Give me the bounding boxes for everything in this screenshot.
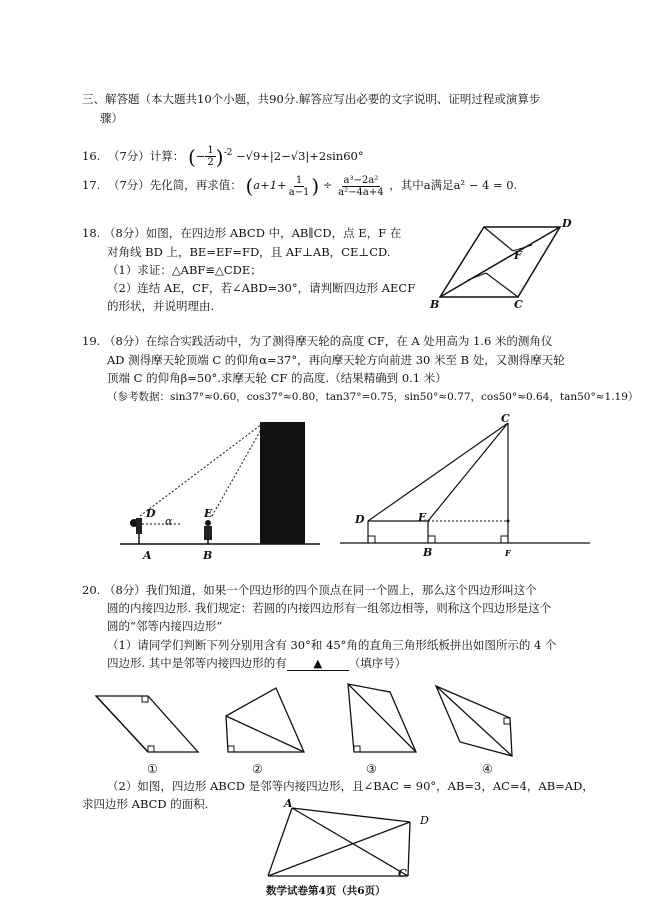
quad-1 — [96, 696, 198, 752]
q18-label-B: B — [430, 298, 440, 311]
question-19-line2: AD 测得摩天轮顶端 C 的仰角α=37°，再向摩天轮方向前进 30 米至 B 处，又测得摩天轮 — [107, 353, 565, 367]
fig-number-2: ② — [252, 762, 263, 776]
question-20-line3: 圆的“邻等内接四边形” — [107, 619, 223, 633]
q20-quadrilaterals — [90, 680, 570, 765]
q17-f2-den: a²−4a+4 — [338, 186, 384, 198]
q19-geometry-figure — [340, 412, 590, 550]
q16-frac-num: 1 — [207, 145, 214, 157]
q19-photo-figure — [120, 420, 320, 550]
q17-prompt: （7分）先化简，再求值： — [107, 178, 242, 192]
q17-number: 17. — [82, 178, 101, 192]
question-19-line3: 顶端 C 的仰角β=50°.求摩天轮 CF 的高度.（结果精确到 0.1 米） — [107, 371, 447, 385]
q18-figure — [430, 215, 580, 315]
q19-right-label-C: C — [501, 412, 510, 425]
question-20-part2: （2）如图，四边形 ABCD 是邻等内接四边形，且∠BAC = 90°，AB=3，AC=4，AB=AD， — [107, 779, 594, 793]
quad-3 — [348, 684, 416, 752]
q20-cyclic-quad-figure — [260, 797, 440, 880]
question-18-line2: 对角线 BD 上，BE=EF=FD，且 AF⊥AB，CE⊥CD. — [107, 245, 391, 259]
q17-f1-den: a−1 — [288, 186, 310, 198]
q17-condition: ，其中a满足a² − 4 = 0. — [389, 178, 518, 192]
q16-prompt: （7分）计算： — [107, 148, 185, 163]
question-20-line2: 圆的内接四边形. 我们规定：若圆的内接四边形有一组邻边相等，则称这个四边形是这个 — [107, 601, 552, 615]
q18-label-D: D — [562, 217, 572, 230]
question-20-line1: 20. （8分）我们知道，如果一个四边形的四个顶点在同一个圆上，那么这个四边形叫这个 — [82, 583, 537, 597]
q17-f1-num: 1 — [295, 174, 303, 186]
q19-left-label-B: B — [203, 549, 213, 562]
answer-blank[interactable]: ▲ — [287, 656, 349, 671]
question-19-reference: （参考数据：sin37°≈0.60，cos37°≈0.80，tan37°=0.75，sin50°≈0.77，cos50°≈0.64，tan50°≈1.19） — [107, 391, 639, 403]
q18-label-C: C — [514, 298, 523, 311]
question-20-part2-cont: 求四边形 ABCD 的面积. — [82, 797, 209, 811]
q17-f2-num: a³−2a² — [343, 174, 379, 186]
q16-expression: −√9+|2−√3|+2sin60° — [236, 148, 364, 163]
q19-left-label-D: D — [146, 507, 156, 520]
fig-number-3: ③ — [366, 762, 377, 776]
question-18-part2: （2）连结 AE，CF，若∠ABD=30°，请判断四边形 AECF — [107, 281, 416, 295]
q19-left-label-A: A — [143, 549, 152, 562]
q19-right-label-F: F — [505, 548, 511, 558]
fig-number-1: ① — [147, 762, 158, 776]
q16-frac-den: 2 — [207, 157, 214, 169]
q20-label-A: A — [284, 797, 293, 810]
question-17: 17. （7分）先化简，再求值： (a+1+ $\frac{1}{a-1}$ ) ÷ $\frac{\text{a³−2a²}}{\text{a²−4a+4}}$ ，其中a满足a² − 4 = 0. — [82, 174, 518, 198]
section-heading: 三、解答题（本大题共10个小题，共90分.解答应写出必要的文字说明、证明过程或演算步 — [82, 92, 541, 106]
question-19-line1: 19. （8分）在综合实践活动中，为了测得摩天轮的高度 CF，在 A 处用高为 1.6 米的测角仪 — [82, 334, 553, 348]
fig-number-4: ④ — [482, 762, 493, 776]
q17-divide: ÷ — [322, 178, 333, 192]
question-18-line1: 18. （8分）如图，在四边形 ABCD 中，AB∥CD，点 E，F 在 — [82, 226, 402, 240]
page-footer: 数学试卷第4页（共6页） — [266, 885, 386, 897]
q19-right-label-B: B — [423, 546, 433, 559]
q19-left-label-alpha: α — [165, 515, 173, 528]
q19-right-label-D: D — [355, 513, 365, 526]
ferris-wheel-silhouette — [260, 422, 305, 544]
q18-label-F: F — [514, 249, 522, 262]
q16-number: 16. — [82, 148, 101, 163]
section-heading-cont: 骤） — [100, 111, 123, 125]
question-16: 16. （7分）计算： (− $\frac{1}{2}$ )$^{-2}$ −√9+|2−√3|+2sin60° — [82, 144, 364, 169]
quad-2 — [226, 688, 304, 752]
question-18-part1: （1）求证：△ABF≌△CDE； — [107, 263, 262, 277]
q17-a-part: a+1+ — [253, 178, 287, 192]
quad-4 — [436, 686, 512, 756]
q20-label-C: C — [398, 867, 407, 880]
q19-right-label-E: E — [418, 511, 427, 524]
question-20-part1-cont: 四边形. 其中是邻等内接四边形的有 ▲ （填序号） — [107, 656, 407, 670]
q20-label-D: D — [420, 814, 429, 827]
q16-exponent: -2 — [223, 148, 233, 158]
question-20-part1: （1）请同学们判断下列分别用含有 30°和 45°角的直角三角形纸板拼出如图所示的 4 个 — [107, 638, 557, 652]
question-18-part2-cont: 的形状，并说明理由. — [107, 299, 215, 313]
q19-left-label-E: E — [204, 507, 213, 520]
